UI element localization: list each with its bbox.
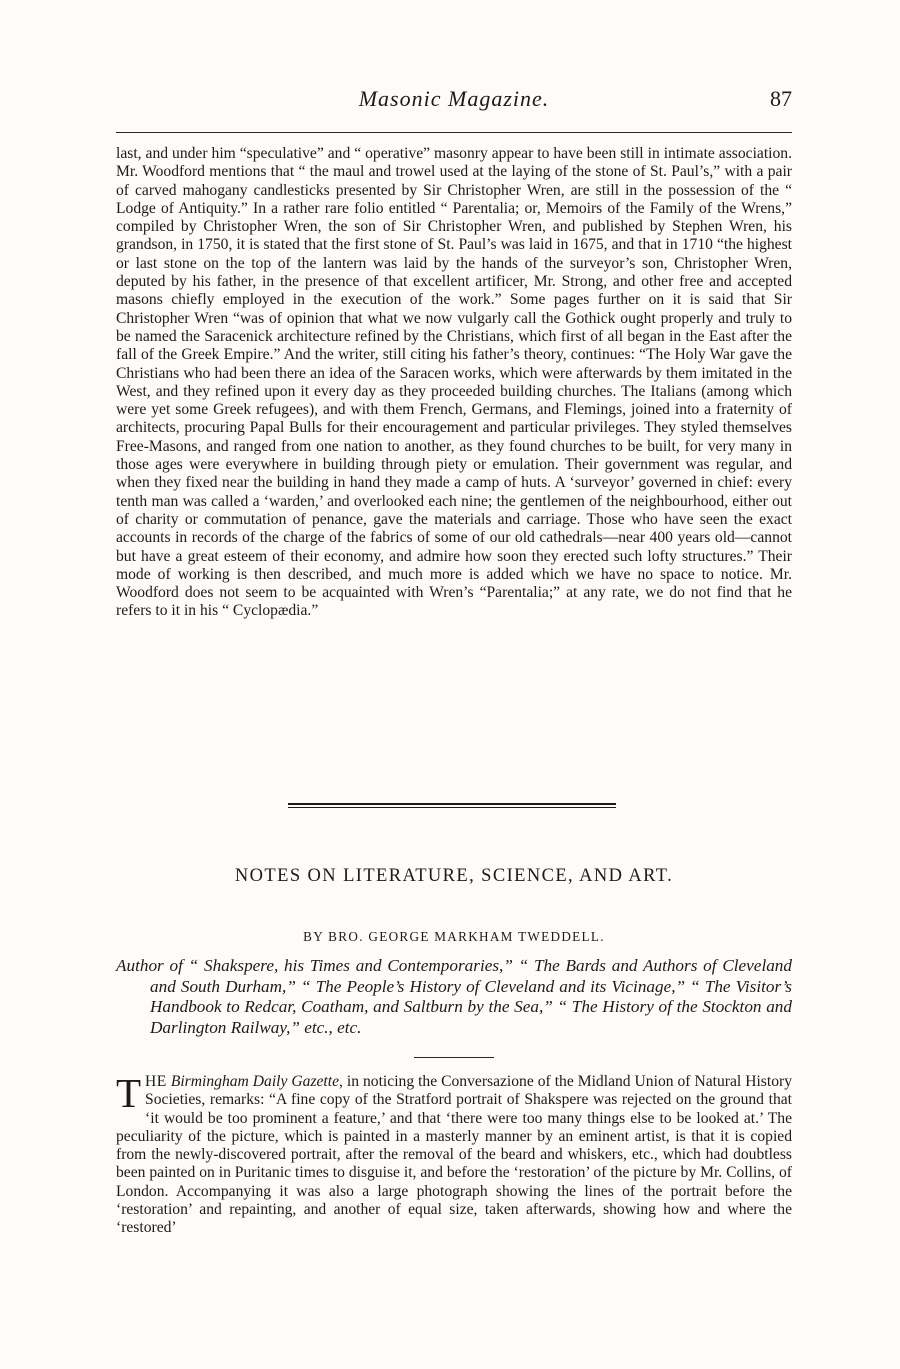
article-paragraph (116, 1070, 792, 1238)
newspaper-name: Birmingham Daily Gazette, (170, 1073, 343, 1090)
continued-article (116, 145, 792, 621)
section-divider (288, 803, 616, 808)
author-credits: Author of “ Shakspere, his Times and Contemporaries,” “ The Bards and Authors of Cleveland and South Durham,” “ The People’s History of Cleveland and its Vicinage,” “ The Visitor’s Handbook to Redcar, Coatham, and Saltburn by the Sea,” “ The History of the Stockton and Darlington Railway,” etc., etc. (116, 956, 792, 1037)
continued-paragraph: last, and under him “speculative” and “ operative” masonry appear to have been still in intimate association. Mr. Woodford mentions that “ the maul and trowel used at the laying of the stone of St. Paul’s,” with a pair of carved mahogany candlesticks presented by Sir Christopher Wren, are still in the possession of the “ Lodge of Antiquity.” In a rather rare folio entitled “ Parentalia; or, Memoirs of the Family of the Wrens,” compiled by Christopher Wren, the son of Sir Christopher Wren, and published by Stephen Wren, his grandson, in 1750, it is stated that the first stone of St. Paul’s was laid in 1675, and that in 1710 “the highest or last stone on the top of the lantern was laid by the hands of the surveyor’s son, Christopher Wren, deputed by his father, in the presence of that excellent artificer, Mr. Strong, and other free and accepted masons chiefly employed in the execution of the work.” Some pages further on it is said that Sir Christopher Wren “was of opinion that what we now vulgarly call the Gothick ought properly and truly to be named the Saracenick architecture refined by the Christians, which first of all began in the East after the fall of the Greek Empire.” And the writer, still citing his father’s theory, continues: “The Holy War gave the Christians who had been there an idea of the Saracen works, which were afterwards by them imitated in the West, and they refined upon it every day as they proceeded building churches. The Italians (among which were yet some Greek refugees), and with them French, Germans, and Flemings, joined into a fraternity of architects, procuring Papal Bulls for their encouragement and particular privileges. They styled themselves Free-Masons, and ranged from one nation to another, as they found churches to be built, for very many in those ages were everywhere in building through piety or emulation. Their government was regular, and when they fixed near the building in hand they made a camp of huts. A ‘surveyor’ governed in chief: every tenth man was called a ‘warden,’ and overlooked each nine; the gentlemen of the neighbourhood, either out of charity or commutation of penance, gave the materials and carriage. Those who have seen the exact accounts in records of the charge of the fabrics of some of our old cathedrals—near 400 years old—cannot but have a great esteem of their economy, and admire how soon they erected such lofty structures.” Their mode of working is then described, and much more is added which we have no space to notice. Mr. Woodford does not seem to be acquainted with Wren’s “Parentalia;” at any rate, we do not find that he refers to it in his “ Cyclopædia.” (116, 145, 792, 620)
lead-caps: HE (145, 1073, 167, 1090)
section-heading: NOTES ON LITERATURE, SCIENCE, AND ART. (234, 866, 674, 886)
byline: BY BRO. GEORGE MARKHAM TWEDDELL. (303, 929, 605, 944)
page-number: 87 (770, 86, 792, 111)
short-divider (414, 1057, 494, 1058)
magazine-title: Masonic Magazine. (358, 86, 550, 111)
running-header (116, 86, 792, 116)
drop-cap: T (116, 1070, 142, 1116)
header-rule (116, 132, 792, 133)
article-text: in noticing the Conversazione of the Midland Union of Natural History Societies, remarks: “A fine copy of the Stratford portrait of Shakspere was rejected on the ground that ‘it would be too prominent a feature,’ and that ‘there were too many things else to be looked at.’ The peculiarity of the picture, which is painted in a masterly manner by an eminent artist, is that it is copied from the newly-discovered portrait, after the removal of the beard and whiskers, etc., which had doubtless been painted on in Puritanic times to disguise it, and before the ‘restoration’ of the picture by Mr. Collins, of London. Accompanying it was also a large photograph showing the lines of the portrait before the ‘restoration’ and repainting, and another of equal size, taken afterwards, showing how and where the ‘restored’ (116, 1073, 792, 1237)
notes-article (116, 1070, 792, 1238)
